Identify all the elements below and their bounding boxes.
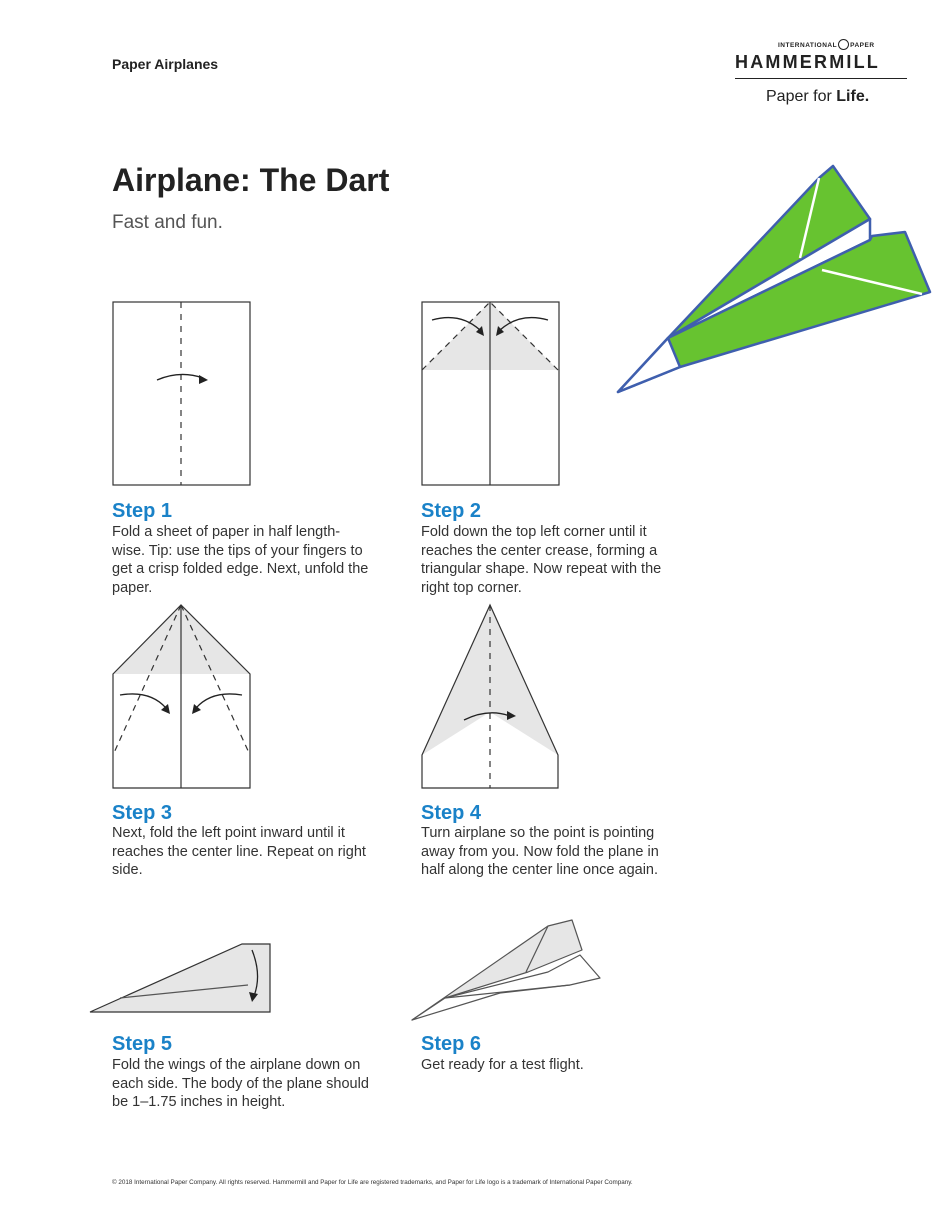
step-6-title: Step 6: [421, 1033, 482, 1055]
section-label: Paper Airplanes: [112, 56, 219, 72]
brand-name: HAMMERMILL: [735, 52, 880, 72]
step-1-title: Step 1: [112, 500, 173, 522]
legal-footer: © 2018 International Paper Company. All rights reserved. Hammermill and Paper for Life are registered trademarks, and Paper for Life logo is a trademark of International Paper Company.: [112, 1179, 633, 1186]
step-5-description: Fold the wings of the airplane down on each side. The body of the plane should be 1–1.75 inches in height.: [112, 1057, 369, 1110]
step-4-description: Turn airplane so the point is pointing away from you. Now fold the plane in half along the center line once again.: [421, 825, 659, 878]
page-title: Airplane: The Dart: [112, 162, 390, 198]
step-4-title: Step 4: [421, 802, 482, 824]
logo-tagline: Paper for Life.: [766, 88, 870, 105]
step-2-description: Fold down the top left corner until it reaches the center crease, forming a triangular shape. Now repeat with the right top corner.: [421, 524, 662, 596]
step-2-title: Step 2: [421, 500, 482, 522]
step-3-title: Step 3: [112, 802, 173, 824]
page-subtitle: Fast and fun.: [112, 212, 223, 233]
international-paper-wordmark: INTERNATIONAL PAPER: [778, 40, 875, 51]
step-1-description: Fold a sheet of paper in half length-wise. Tip: use the tips of your fingers to get a crisp folded edge. Next, unfold the paper.: [112, 524, 369, 596]
step-3-description: Next, fold the left point inward until it reaches the center line. Repeat on right side.: [112, 825, 366, 878]
step-5-title: Step 5: [112, 1033, 173, 1055]
step-6-description: Get ready for a test flight.: [421, 1057, 584, 1073]
